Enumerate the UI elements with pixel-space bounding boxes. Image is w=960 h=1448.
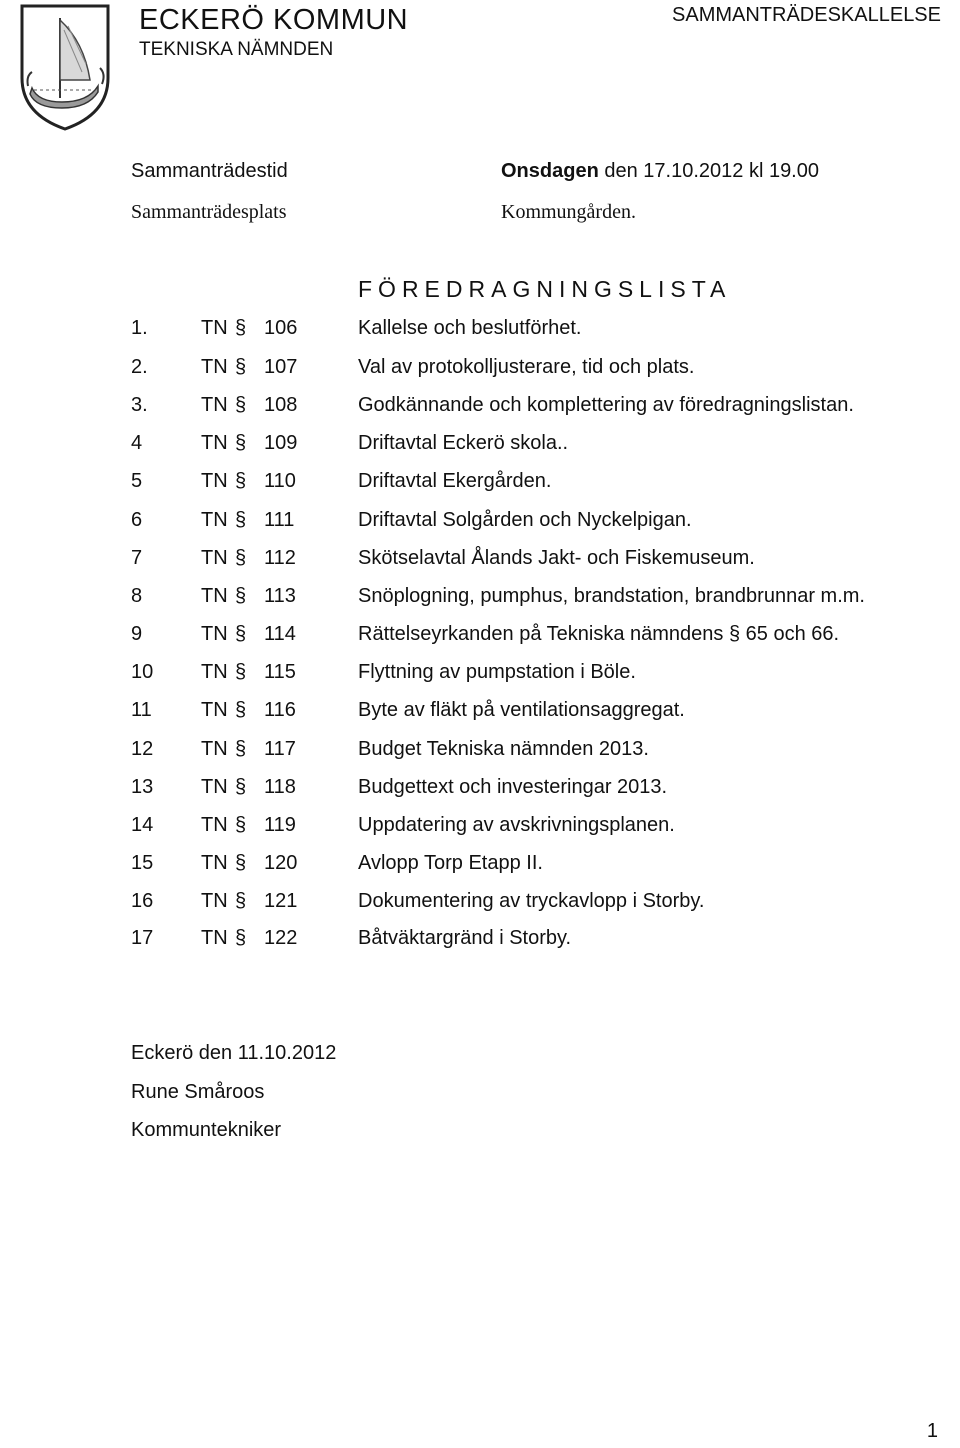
section-sign: §: [235, 890, 247, 912]
agenda-item: [0, 623, 960, 653]
item-title: Val av protokolljusterare, tid och plats.: [358, 356, 695, 378]
section-sign: §: [235, 927, 247, 949]
item-number: 6: [131, 509, 143, 531]
item-title: Budgettext och investeringar 2013.: [358, 776, 668, 798]
item-title: Uppdatering av avskrivningsplanen.: [358, 814, 675, 836]
item-title: Snöplogning, pumphus, brandstation, brandbrunnar m.m.: [358, 585, 865, 607]
agenda-item: [0, 317, 960, 347]
item-number: 8: [131, 585, 143, 607]
item-number: 4: [131, 432, 143, 454]
board-code: TN: [201, 890, 228, 912]
section-sign: §: [235, 738, 247, 760]
municipality-name: ECKERÖ KOMMUN: [139, 4, 409, 36]
board-code: TN: [201, 317, 228, 339]
signature-name: Rune Småroos: [131, 1081, 265, 1103]
paragraph-number: 121: [264, 890, 298, 912]
agenda-item: [0, 890, 960, 920]
item-title: Flyttning av pumpstation i Böle.: [358, 661, 636, 683]
section-sign: §: [235, 776, 247, 798]
item-number: 14: [131, 814, 154, 836]
item-title: Avlopp Torp Etapp II.: [358, 852, 543, 874]
board-name: TEKNISKA NÄMNDEN: [139, 39, 334, 60]
agenda-item: [0, 470, 960, 500]
item-title: Dokumentering av tryckavlopp i Storby.: [358, 890, 705, 912]
agenda-item: [0, 509, 960, 539]
board-code: TN: [201, 776, 228, 798]
section-sign: §: [235, 470, 247, 492]
item-number: 10: [131, 661, 154, 683]
agenda-item: [0, 699, 960, 729]
board-code: TN: [201, 738, 228, 760]
paragraph-number: 114: [264, 623, 296, 645]
agenda-item: [0, 432, 960, 462]
item-number: 1.: [131, 317, 148, 339]
item-title: Byte av fläkt på ventilationsaggregat.: [358, 699, 685, 721]
paragraph-number: 122: [264, 927, 298, 949]
item-title: Budget Tekniska nämnden 2013.: [358, 738, 649, 760]
section-sign: §: [235, 814, 247, 836]
item-number: 5: [131, 470, 143, 492]
meeting-day: Onsdagen: [501, 160, 599, 182]
section-sign: §: [235, 661, 247, 683]
paragraph-number: 110: [264, 470, 296, 492]
agenda-item: [0, 661, 960, 691]
paragraph-number: 115: [264, 661, 296, 683]
item-title: Driftavtal Solgården och Nyckelpigan.: [358, 509, 692, 531]
paragraph-number: 107: [264, 356, 298, 378]
agenda-item: [0, 814, 960, 844]
board-code: TN: [201, 699, 228, 721]
meeting-datetime: den 17.10.2012 kl 19.00: [604, 160, 819, 182]
item-title: Godkännande och komplettering av föredragningslistan.: [358, 394, 854, 416]
paragraph-number: 111: [264, 509, 295, 531]
agenda-item: [0, 852, 960, 882]
item-number: 13: [131, 776, 154, 798]
item-number: 16: [131, 890, 154, 912]
item-number: 15: [131, 852, 154, 874]
board-code: TN: [201, 585, 228, 607]
agenda-item: [0, 585, 960, 615]
board-code: TN: [201, 814, 228, 836]
meeting-place-label: Sammanträdesplats: [131, 201, 287, 223]
paragraph-number: 116: [264, 699, 296, 721]
item-title: Rättelseyrkanden på Tekniska nämndens § 65 och 66.: [358, 623, 840, 645]
agenda-item: [0, 394, 960, 424]
paragraph-number: 120: [264, 852, 298, 874]
paragraph-number: 113: [264, 585, 296, 607]
document-type: SAMMANTRÄDESKALLELSE: [672, 4, 941, 26]
item-number: 11: [131, 699, 152, 721]
signature-role: Kommuntekniker: [131, 1119, 282, 1141]
board-code: TN: [201, 927, 228, 949]
board-code: TN: [201, 432, 228, 454]
agenda-item: [0, 547, 960, 577]
section-sign: §: [235, 699, 247, 721]
item-title: Kallelse och beslutförhet.: [358, 317, 582, 339]
item-number: 2.: [131, 356, 148, 378]
agenda-item: [0, 927, 960, 957]
section-sign: §: [235, 852, 247, 874]
signature-place-date: Eckerö den 11.10.2012: [131, 1042, 337, 1064]
section-sign: §: [235, 585, 247, 607]
agenda-item: [0, 356, 960, 386]
item-number: 3.: [131, 394, 148, 416]
board-code: TN: [201, 623, 228, 645]
agenda-item: [0, 738, 960, 768]
section-sign: §: [235, 317, 247, 339]
paragraph-number: 109: [264, 432, 298, 454]
board-code: TN: [201, 509, 228, 531]
paragraph-number: 106: [264, 317, 298, 339]
board-code: TN: [201, 852, 228, 874]
item-title: Skötselavtal Ålands Jakt- och Fiskemuseum.: [358, 547, 755, 569]
board-code: TN: [201, 547, 228, 569]
section-sign: §: [235, 356, 247, 378]
section-sign: §: [235, 623, 247, 645]
meeting-time-label: Sammanträdestid: [131, 160, 288, 182]
paragraph-number: 112: [264, 547, 296, 569]
agenda-item: [0, 776, 960, 806]
paragraph-number: 108: [264, 394, 298, 416]
paragraph-number: 119: [264, 814, 296, 836]
agenda-title: FÖREDRAGNINGSLISTA: [358, 276, 732, 302]
board-code: TN: [201, 394, 228, 416]
item-number: 7: [131, 547, 143, 569]
page-number: 1: [926, 1420, 938, 1442]
board-code: TN: [201, 356, 228, 378]
board-code: TN: [201, 470, 228, 492]
item-title: Båtväktargränd i Storby.: [358, 927, 572, 949]
section-sign: §: [235, 394, 247, 416]
paragraph-number: 118: [264, 776, 296, 798]
section-sign: §: [235, 432, 247, 454]
section-sign: §: [235, 547, 247, 569]
paragraph-number: 117: [264, 738, 296, 760]
item-title: Driftavtal Eckerö skola..: [358, 432, 569, 454]
board-code: TN: [201, 661, 228, 683]
item-number: 9: [131, 623, 143, 645]
item-number: 12: [131, 738, 154, 760]
section-sign: §: [235, 509, 247, 531]
item-number: 17: [131, 927, 154, 949]
item-title: Driftavtal Ekergården.: [358, 470, 552, 492]
meeting-place-value: Kommungården.: [501, 201, 636, 223]
